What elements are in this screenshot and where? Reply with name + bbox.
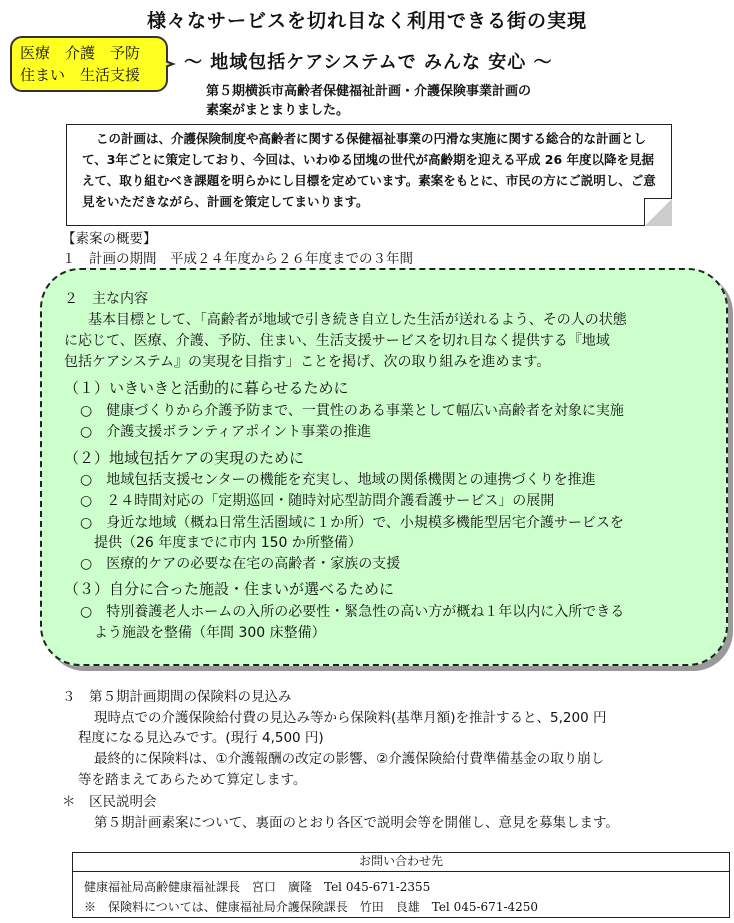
briefing-heading: ＊ 区民説明会	[62, 794, 157, 810]
premium-line-4: 等を踏まえてあらためて算定します。	[78, 772, 307, 788]
premium-line-2: 程度になる見込みです。(現行 4,500 円)	[78, 730, 324, 746]
section-1-item-1: ○ 健康づくりから介護予防まで、一貫性のある事業として幅広い高齢者を対象に実施	[80, 403, 624, 419]
contact-heading: お問い合わせ先	[72, 852, 730, 872]
contact-line-2: ※ 保険料については、健康福祉局介護保険課長 竹田 良雄 Tel 045-671-4250	[84, 900, 539, 914]
section-2-item-1: ○ 地域包括支援センターの機能を充実し、地域の関係機関との連携づくりを推進	[80, 472, 596, 488]
overview-heading: 【素案の概要】	[62, 231, 157, 247]
announcement	[206, 82, 531, 120]
premium-line-3: 最終的に保険料は、①介護報酬の改定の影響、②介護保険給付費準備基金の取り崩し	[94, 751, 605, 767]
announcement-line-1: 第５期横浜市高齢者保健福祉計画・介護保険事業計画の	[206, 84, 532, 99]
section-2-item-4: ○ 医療的ケアの必要な在宅の高齢者・家族の支援	[80, 556, 401, 572]
page-title: 様々なサービスを切れ目なく利用できる街の実現	[146, 10, 587, 32]
subtitle: ～ 地域包括ケアシステムで みんな 安心 ～	[184, 52, 553, 73]
main-lead-line-1: 基本目標として、「高齢者が地域で引き続き自立した生活が送れるよう、その人の状態	[88, 312, 627, 328]
premium-line-1: 現時点での介護保険給付費の見込み等から保険料(基準月額)を推計すると、5,200 円	[94, 710, 607, 726]
announcement-line-2: 素案がまとまりました。	[206, 103, 350, 118]
plan-period: １ 計画の期間 平成２４年度から２６年度までの３年間	[62, 251, 413, 267]
section-1-item-2: ○ 介護支援ボランティアポイント事業の推進	[80, 424, 372, 440]
main-heading: ２ 主な内容	[64, 291, 148, 307]
main-lead-line-3: 包括ケアシステム』の実現を目指す」ことを掲げ、次の取り組みを進めます。	[64, 354, 551, 370]
briefing-text: 第５期計画素案について、裏面のとおり各区で説明会等を開催し、意見を募集します。	[94, 815, 619, 831]
intro-text: この計画は、介護保険制度や高齢者に関する保健福祉事業の円滑な実施に関する総合的な計画として、3年ごとに策定しており、今回は、いわゆる団塊の世代が高齢期を迎える平成 26 年度以降を見据えて、取り組むべき課題を明らかにし目標を定めています。素案をもとに、市民の方にご説明し、ご意見をいただきながら、計画を策定してまいります。	[82, 131, 656, 209]
section-1-heading: （１）いきいきと活動的に暮らせるために	[64, 379, 349, 397]
callout-text	[20, 42, 160, 86]
section-2-item-3-line-1: ○ 身近な地域（概ね日常生活圏域に１か所）で、小規模多機能型居宅介護サービスを	[80, 515, 624, 531]
section-3-item-1-line-1: ○ 特別養護老人ホームの入所の必要性・緊急性の高い方が概ね１年以内に入所できる	[80, 604, 625, 620]
contact-line-1: 健康福祉局高齢健康福祉課長 宮口 廣隆 Tel 045-671-2355	[84, 880, 431, 894]
section-2-item-2: ○ ２４時間対応の「定期巡回・随時対応型訪問介護看護サービス」の展開	[80, 493, 555, 509]
callout-line-1: 医療 介護 予防	[20, 44, 141, 62]
main-lead-line-2: に応じて、医療、介護、予防、住まい、生活支援サービスを切れ目なく提供する『地域	[64, 333, 610, 349]
section-3-heading: （３）自分に合った施設・住まいが選べるために	[64, 580, 395, 598]
section-3-item-1-line-2: よう施設を整備（年間 300 床整備）	[94, 625, 326, 641]
section-2-heading: （２）地域包括ケアの実現のために	[64, 449, 305, 467]
section-2-item-3-line-2: 提供（26 年度までに市内 150 か所整備）	[94, 535, 362, 551]
callout-line-2: 住まい 生活支援	[20, 66, 141, 84]
premium-heading: ３ 第５期計画期間の保険料の見込み	[62, 689, 292, 705]
